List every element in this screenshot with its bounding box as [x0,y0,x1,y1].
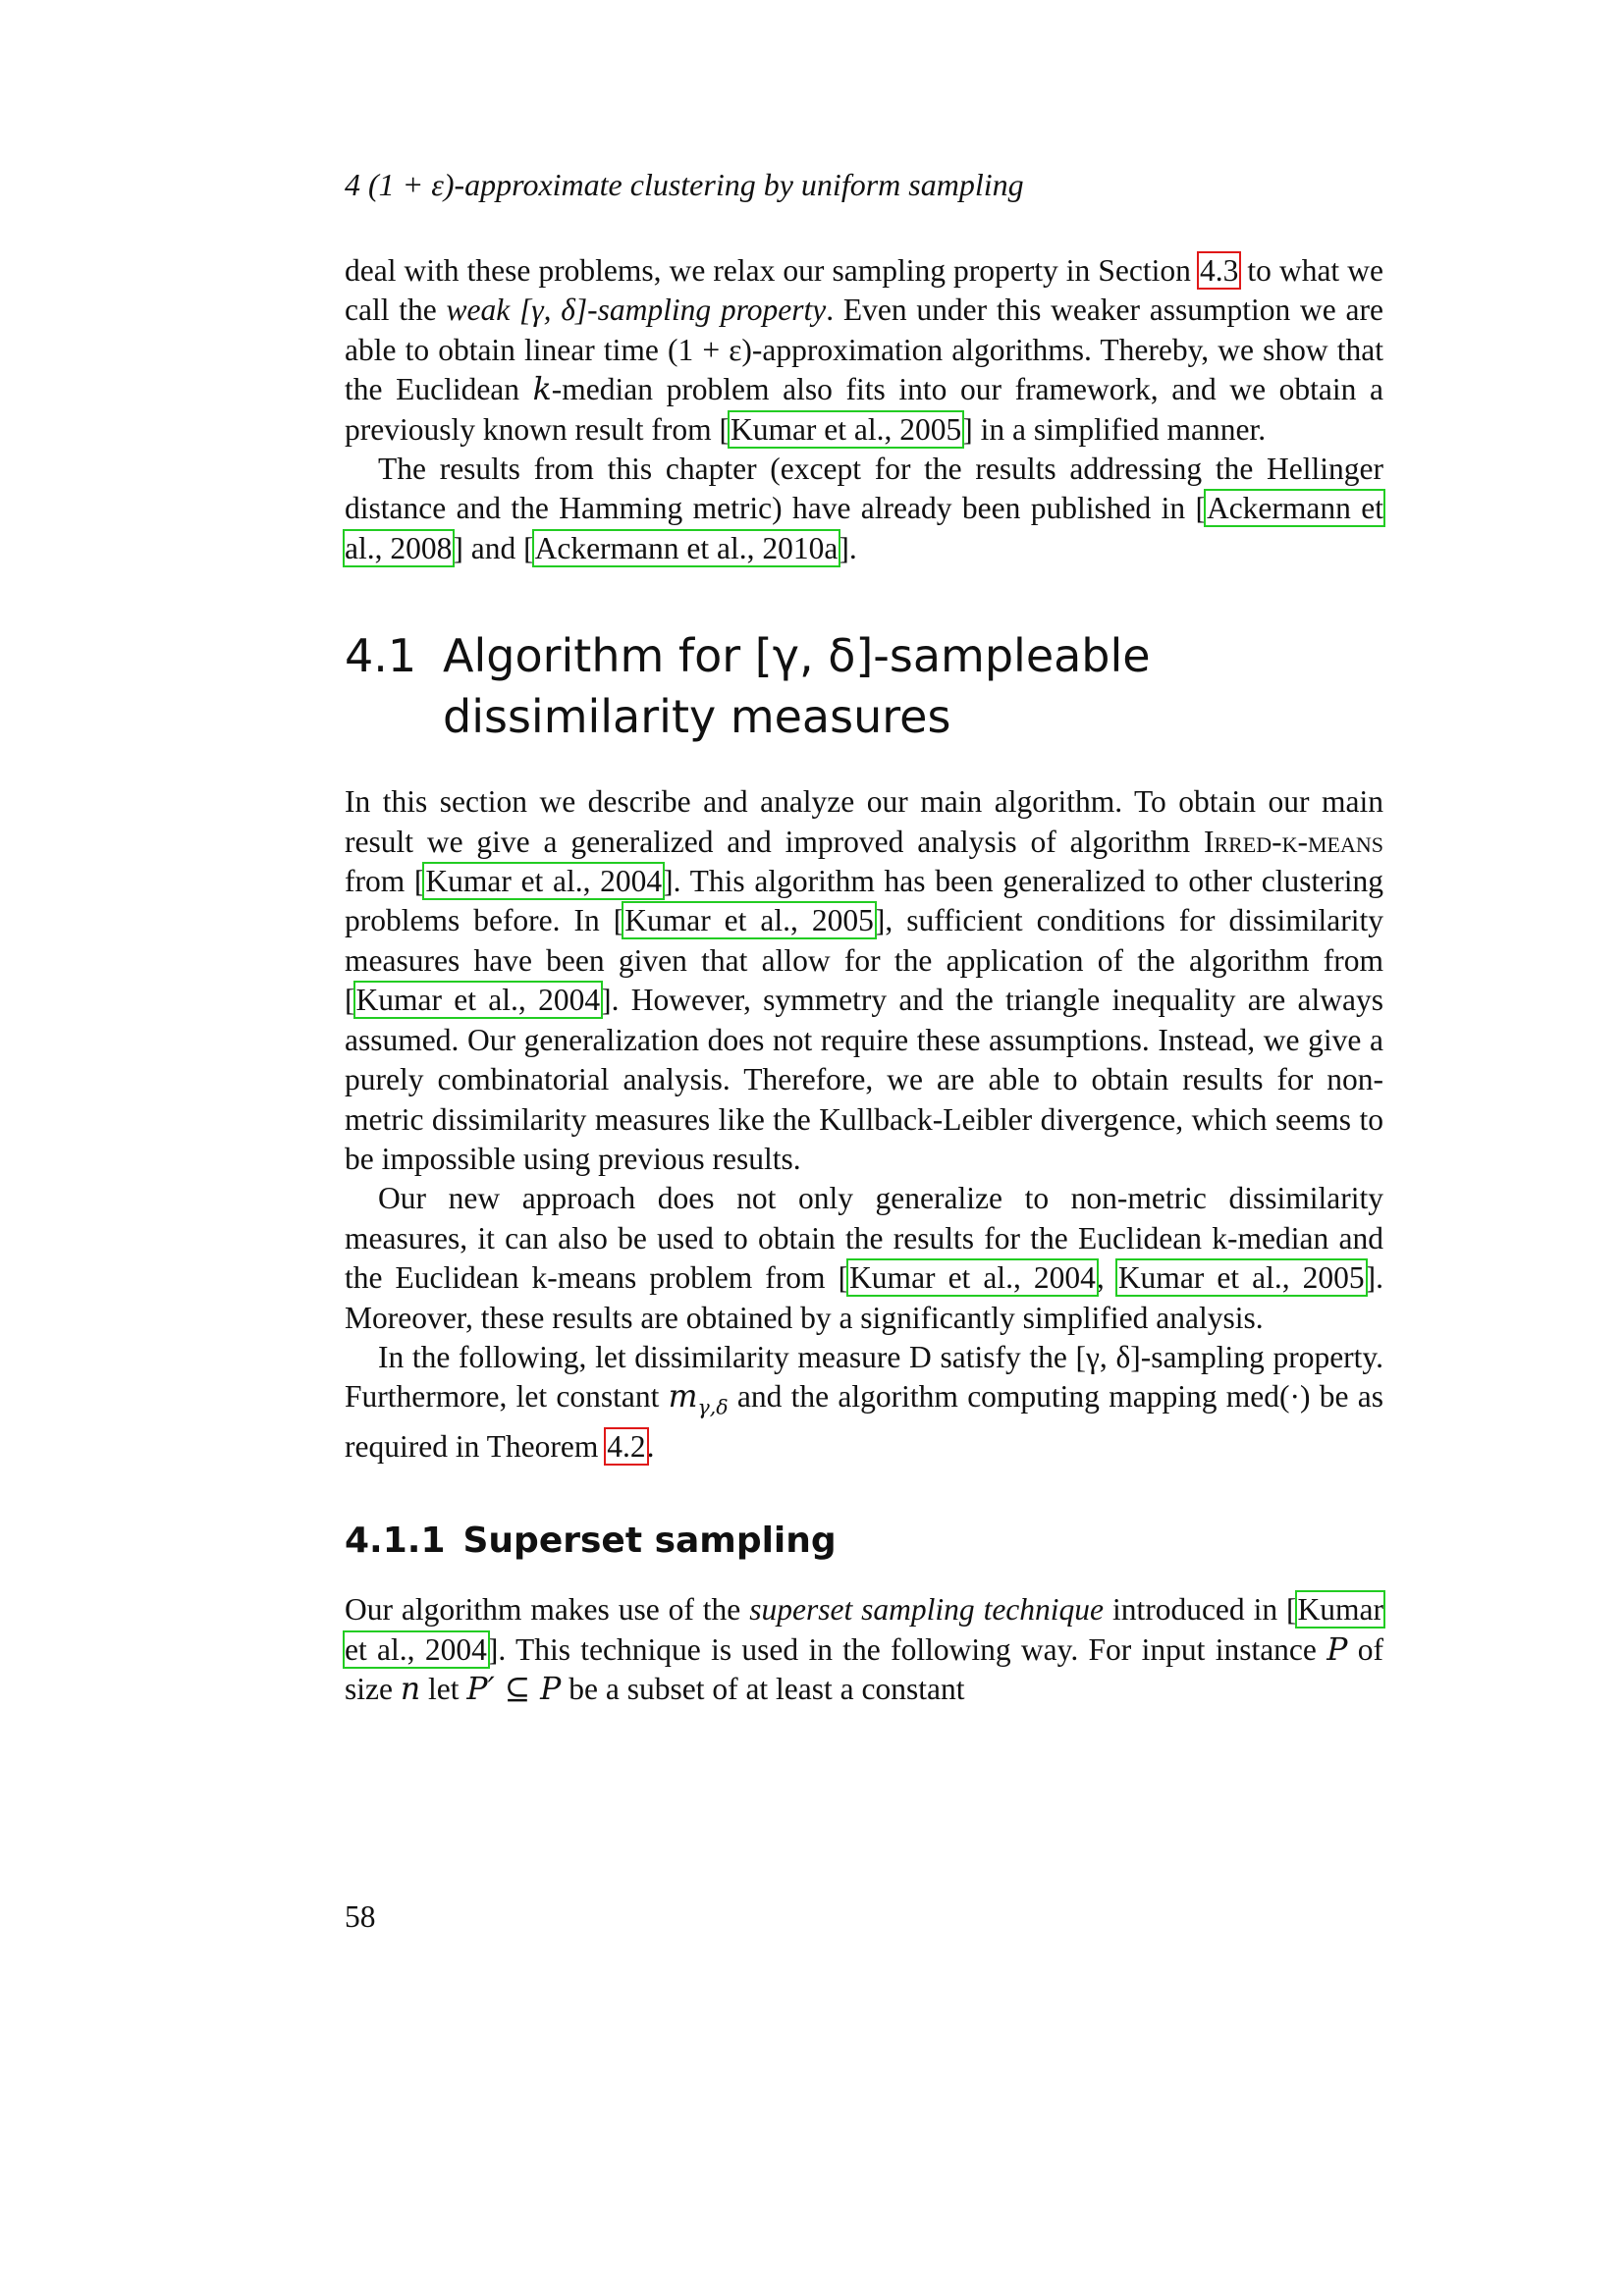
algorithm-name: Irred-k-means [1203,824,1383,859]
math-P: P [1326,1631,1348,1668]
text-run: . [646,1429,655,1465]
text-run: . This algorithm has been generalized to other clustering problems before. In [345,864,1383,938]
text-run: The results from this chapter (except for the results addressing the Hellinger distance and the Hamming metric) have already been published in [345,452,1383,526]
citation-ackermann-2010a-link[interactable]: Ackermann et al., 2010a [534,530,839,565]
math-m: m [668,1379,698,1415]
text-run: to what we call the [345,253,1383,328]
running-head: 4 (1 + ε)-approximate clustering by uniform sampling [345,167,1024,202]
text-run: Our algorithm makes use of the [345,1592,750,1628]
text-run: -median problem also fits into our framework, and we obtain a previously known result from [345,372,1384,447]
weak-sampling-term: weak [γ, δ]-sampling property [446,293,827,328]
math-subscript: γ,δ [697,1395,729,1419]
text-run: In this section we describe and analyze our main algorithm. To obtain our main result we give a generalized and improved analysis of algorithm [345,784,1383,859]
section-4-1-paragraph-1: In this section we describe and analyze our main algorithm. To obtain our main result we give a generalized and improved analysis of algorithm Irred-k-means from [Kumar et al., 2004]. This algorithm has been generalized to other clustering problems before. In [Kumar et al., 2005], sufficient conditions for dissimilarity measures have been given that allow for the application of the algorithm from [Kumar et al., 2004]. However, symmetry and the triangle inequality are always assumed. Our generalization does not require these assumptions. Instead, we give a purely combinatorial analysis. Therefore, we are able to obtain results for non-metric dissimilarity measures like the Kullback-Leibler divergence, which seems to be impossible using previous results. [345,784,1384,1176]
text-run: , [1096,1260,1117,1296]
subsection-title: Superset sampling [462,1521,837,1562]
intro-paragraph-2: The results from this chapter (except for the results addressing the Hellinger distance and the Hamming metric) have already been published in [Ackermann et al., 2008] and [Ackermann et al., 2010a]. [345,452,1383,565]
subsection-number: 4.1.1 [345,1521,446,1562]
superset-sampling-term: superset sampling technique [749,1592,1105,1628]
section-4-1-paragraph-3 [345,1338,1383,1468]
text-run: be a subset of at least a constant [561,1672,965,1707]
section-title-line-2: dissimilarity measures [443,690,951,744]
theorem-ref-4-2-link[interactable]: 4.2 [607,1429,646,1465]
section-heading-4-1 [345,625,1383,747]
citation-kumar-2004-link[interactable]: Kumar et al., 2004 [849,1260,1096,1296]
text-run: in a simplified manner. [972,411,1267,447]
intro-paragraph-1: deal with these problems, we relax our sampling property in Section 4.3 to what we call the weak [γ, δ]-sampling property. Even under this weaker assumption we are able to obtain linear time (1 + ε)-approximation algorithms. Thereby, we show that the Euclidean k-median problem also fits into our framework, and we obtain a previously known result from [Kumar et al., 2005] in a simplified manner. [345,253,1384,447]
text-run: introduced in [1104,1592,1287,1628]
text-run: and [462,530,524,565]
section-title-line-1: Algorithm for [γ, δ]-sampleable [443,629,1151,683]
text-run: . Even under this weaker assumption we are able to obtain linear time (1 + ε)-approximation algorithms. Thereby, we show that the Euclidean [345,293,1383,407]
citation-kumar-2004-link[interactable]: Kumar et al., 2004 [425,864,663,899]
math-m-gamma-delta [668,1379,729,1419]
page-content [345,165,1383,1710]
section-title [443,625,1151,747]
citation-kumar-2005-link[interactable]: Kumar et al., 2005 [730,411,962,447]
text-run: . Moreover, these results are obtained by a significantly simplified analysis. [345,1260,1384,1335]
text-run: let [420,1672,467,1707]
text-run: . However, symmetry and the triangle inequality are always assumed. Our generalization does not require these assumptions. Instead, we give a purely combinatorial analysis. Therefore, we are able to obtain results for non-metric dissimilarity measures like the Kullback-Leibler divergence, which seems to be impossible using previous results. [345,983,1383,1176]
math-n: n [400,1672,421,1708]
subsection-heading-4-1-1 [345,1520,1383,1563]
citation-kumar-2004-link[interactable]: Kumar et al., 2004 [355,983,601,1018]
section-4-1-paragraph-2: Our new approach does not only generalize to non-metric dissimilarity measures, it can also be used to obtain the results for the Euclidean k-median and the Euclidean k-means problem from [Kumar et al., 2004, Kumar et al., 2005]. Moreover, these results are obtained by a significantly simplified analysis. [345,1181,1384,1335]
text-run: In the following, let dissimilarity measure D satisfy the [γ, δ]-sampling property. Furthermore, let constant [345,1339,1383,1415]
citation-kumar-2005-link[interactable]: Kumar et al., 2005 [624,903,874,938]
section-number: 4.1 [345,629,417,683]
text-run: . This technique is used in the following way. For input instance [498,1631,1327,1667]
text-run: deal with these problems, we relax our sampling property in Section [345,253,1199,288]
citation-kumar-2005-link[interactable]: Kumar et al., 2005 [1117,1260,1365,1296]
text-run: of size [345,1631,1383,1707]
section-ref-4-3-link[interactable]: 4.3 [1199,253,1239,288]
math-P-prime-subset: P′ ⊆ P [466,1672,562,1708]
subsection-4-1-1-paragraph-1: Our algorithm makes use of the superset sampling technique introduced in [Kumar et al., 2004]. This technique is used in the following way. For input instance P of size n let P′ ⊆ P be a subset of at least a constant [345,1592,1384,1708]
math-k: k [532,372,552,408]
citation-ackermann-2008-link[interactable]: Ackermann et al., 2008 [345,491,1383,565]
text-run: , sufficient conditions for dissimilarity measures have been given that allow for the application of the algorithm from [345,903,1384,978]
text-run: and the algorithm computing mapping med(·) be as required in Theorem [345,1379,1383,1465]
text-run: from [345,864,414,899]
text-run: . [848,530,857,565]
citation-kumar-2004-link[interactable]: Kumar et al., 2004 [345,1592,1384,1667]
page-number: 58 [345,1899,376,1934]
text-run: Our new approach does not only generalize to non-metric dissimilarity measures, it can also be used to obtain the results for the Euclidean k-median and the Euclidean k-means problem from [345,1181,1383,1296]
